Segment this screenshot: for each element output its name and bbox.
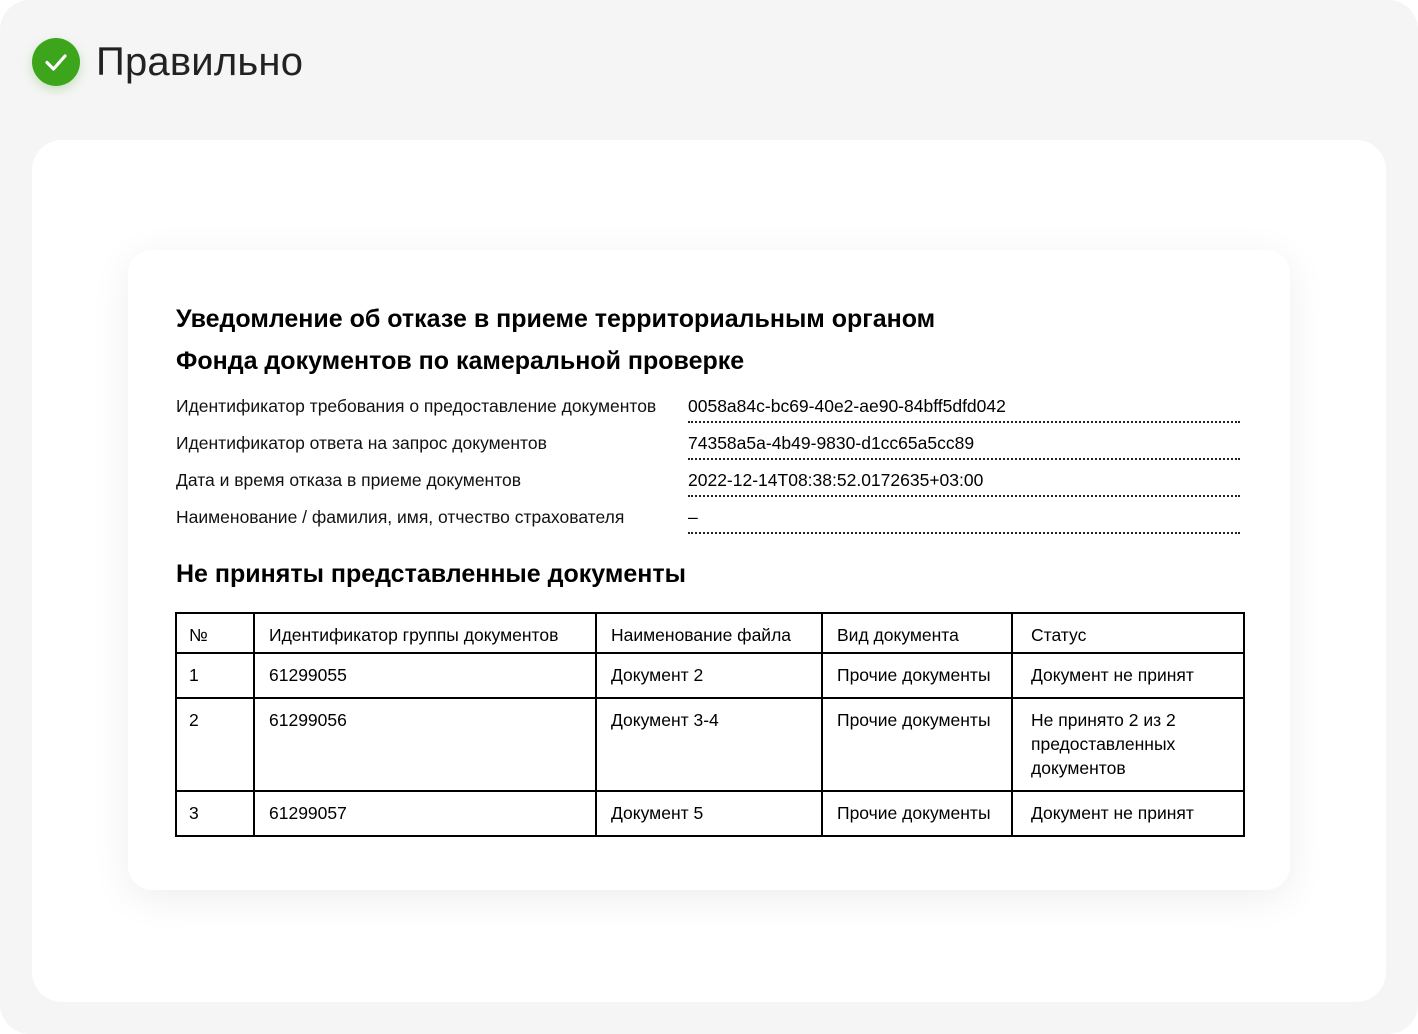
table-cell: Документ не принят bbox=[1012, 653, 1244, 698]
field-value: 74358a5a-4b49-9830-d1cc65a5cc89 bbox=[688, 433, 1240, 460]
header-title: Правильно bbox=[96, 39, 304, 84]
table-cell: 2 bbox=[176, 698, 254, 791]
table-cell: Прочие документы bbox=[822, 698, 1012, 791]
field-row bbox=[176, 429, 1240, 466]
table-cell: Прочие документы bbox=[822, 653, 1012, 698]
table-cell: Документ 3-4 bbox=[596, 698, 822, 791]
table-cell: 61299055 bbox=[254, 653, 596, 698]
field-label: Наименование / фамилия, имя, отчество страхователя bbox=[176, 507, 625, 527]
column-header-file-name: Наименование файла bbox=[596, 613, 822, 653]
table-row bbox=[176, 653, 1244, 698]
table-cell: Прочие документы bbox=[822, 791, 1012, 836]
notice-document bbox=[128, 250, 1290, 890]
column-header-group-id: Идентификатор группы документов bbox=[254, 613, 596, 653]
table-row bbox=[176, 698, 1244, 791]
table-cell: 3 bbox=[176, 791, 254, 836]
column-header-number: № bbox=[176, 613, 254, 653]
table-cell: 1 bbox=[176, 653, 254, 698]
field-value: 2022-12-14T08:38:52.0172635+03:00 bbox=[688, 470, 1240, 497]
table-cell: Документ не принят bbox=[1012, 791, 1244, 836]
table-cell: 61299056 bbox=[254, 698, 596, 791]
field-label: Дата и время отказа в приеме документов bbox=[176, 470, 522, 490]
document-title-line-2: Фонда документов по камеральной проверке bbox=[176, 347, 745, 375]
field-row bbox=[176, 392, 1240, 429]
example-card bbox=[32, 140, 1386, 1002]
field-label: Идентификатор требования о предоставление документов bbox=[176, 396, 657, 416]
column-header-status: Статус bbox=[1012, 613, 1244, 653]
table-cell: Не принято 2 из 2 предоставленных документов bbox=[1012, 698, 1244, 791]
section-title: Не приняты представленные документы bbox=[176, 560, 686, 588]
document-fields bbox=[176, 392, 1240, 540]
field-value: 0058a84c-bc69-40e2-ae90-84bff5dfd042 bbox=[688, 396, 1240, 423]
field-value: – bbox=[688, 507, 1240, 534]
table-cell: Документ 5 bbox=[596, 791, 822, 836]
field-label: Идентификатор ответа на запрос документов bbox=[176, 433, 547, 453]
column-header-doc-type: Вид документа bbox=[822, 613, 1012, 653]
table-row bbox=[176, 791, 1244, 836]
table-cell: 61299057 bbox=[254, 791, 596, 836]
check-circle-icon bbox=[32, 38, 80, 86]
document-title-line-1: Уведомление об отказе в приеме территориальным органом bbox=[176, 305, 936, 333]
table-cell: Документ 2 bbox=[596, 653, 822, 698]
document-title bbox=[176, 298, 1176, 382]
field-row bbox=[176, 503, 1240, 540]
field-row bbox=[176, 466, 1240, 503]
header bbox=[32, 38, 303, 86]
rejected-documents-table bbox=[175, 612, 1245, 837]
table-header-row bbox=[176, 613, 1244, 653]
